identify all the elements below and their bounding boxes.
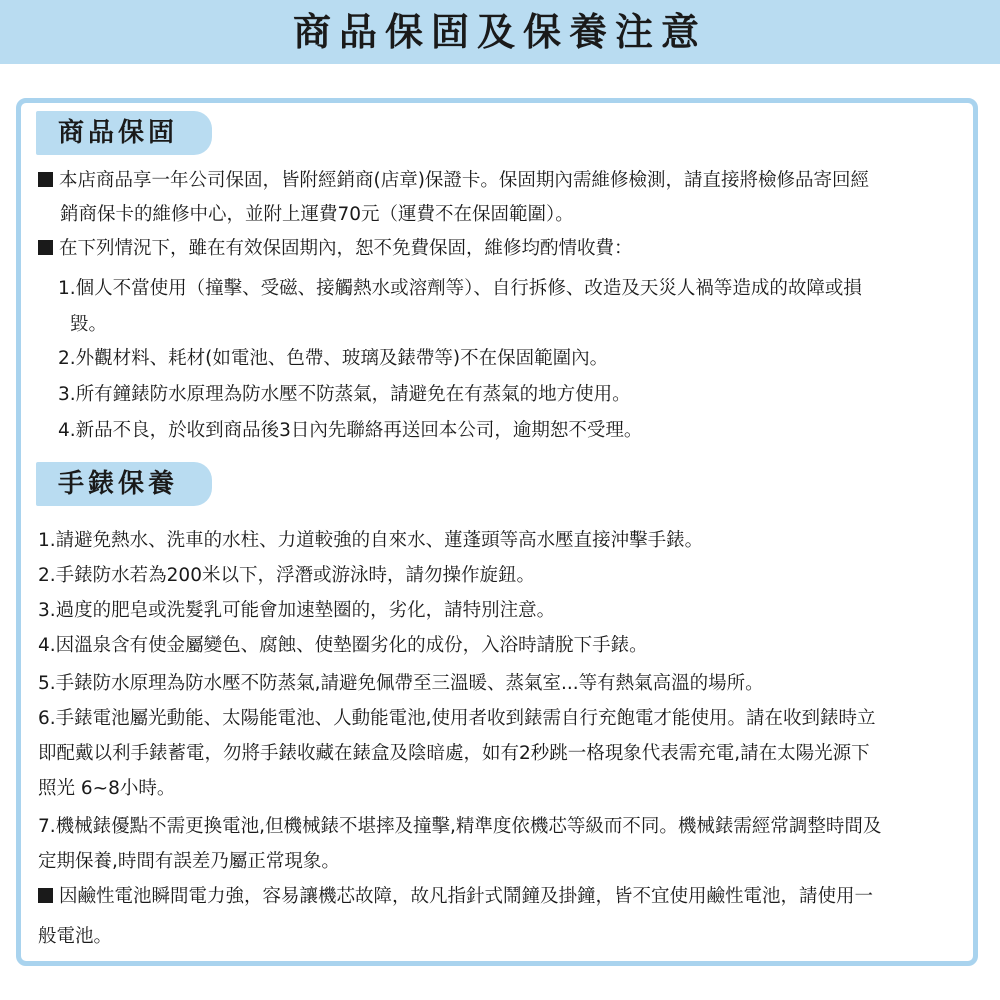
warranty-line-3: 在下列情況下，雖在有效保固期內，恕不免費保固，維修均酌情收費： [38, 236, 633, 262]
care-line-12: 般電池。 [38, 926, 113, 947]
warranty-line-4: 1.個人不當使用（撞擊、受磁、接觸熱水或溶劑等）、自行拆修、改造及天災人禍等造成的故障或損 [58, 278, 862, 299]
care-heading: 手錶保養 [36, 462, 212, 506]
warranty-line-6: 2.外觀材料、耗材(如電池、色帶、玻璃及錶帶等)不在保固範圍內。 [58, 348, 609, 369]
care-line-1: 1.請避免熱水、洗車的水柱、力道較強的自來水、蓮蓬頭等高水壓直接沖擊手錶。 [38, 530, 704, 551]
warranty-line-8: 4.新品不良，於收到商品後3日內先聯絡再送回本公司，逾期恕不受理。 [58, 420, 643, 441]
care-line-2: 2.手錶防水若為200米以下，浮潛或游泳時，請勿操作旋鈕。 [38, 565, 535, 586]
warranty-line-2: 銷商保卡的維修中心，並附上運費70元（運費不在保固範圍）。 [60, 204, 574, 225]
warranty-heading: 商品保固 [36, 111, 212, 155]
care-line-5: 5.手錶防水原理為防水壓不防蒸氣,請避免佩帶至三溫暖、蒸氣室...等有熱氣高溫的場所。 [38, 673, 764, 694]
warranty-line-5: 毀。 [70, 314, 108, 335]
warranty-line-7: 3.所有鐘錶防水原理為防水壓不防蒸氣，請避免在有蒸氣的地方使用。 [58, 384, 631, 405]
title-banner [0, 0, 1000, 64]
care-line-3: 3.過度的肥皂或洗髮乳可能會加速墊圈的，劣化，請特別注意。 [38, 600, 556, 621]
bullet-square-icon [38, 888, 53, 903]
care-line-7: 即配戴以利手錶蓄電，勿將手錶收藏在錶盒及陰暗處，如有2秒跳一格現象代表需充電,請在太陽光源下 [38, 743, 870, 764]
care-line-9: 7.機械錶優點不需更換電池,但機械錶不堪摔及撞擊,精準度依機芯等級而不同。機械錶需經常調整時間及 [38, 816, 882, 837]
care-line-10: 定期保養,時間有誤差乃屬正常現象。 [38, 851, 340, 872]
care-line-6: 6.手錶電池屬光動能、太陽能電池、人動能電池,使用者收到錶需自行充飽電才能使用。請在收到錶時立 [38, 708, 876, 729]
bullet-square-icon [38, 172, 53, 187]
warranty-line-1: 本店商品享一年公司保固，皆附經銷商(店章)保證卡。保固期內需維修檢測，請直接將檢修品寄回經 [38, 168, 869, 194]
page-title: 商品保固及保養注意 [292, 10, 707, 54]
care-line-11: 因鹼性電池瞬間電力強，容易讓機芯故障，故凡指針式鬧鐘及掛鐘，皆不宜使用鹼性電池，請使用一 [38, 884, 873, 910]
care-line-8: 照光 6~8小時。 [38, 778, 176, 799]
bullet-square-icon [38, 240, 53, 255]
care-line-4: 4.因溫泉含有使金屬變色、腐蝕、使墊圈劣化的成份，入浴時請脫下手錶。 [38, 635, 648, 656]
